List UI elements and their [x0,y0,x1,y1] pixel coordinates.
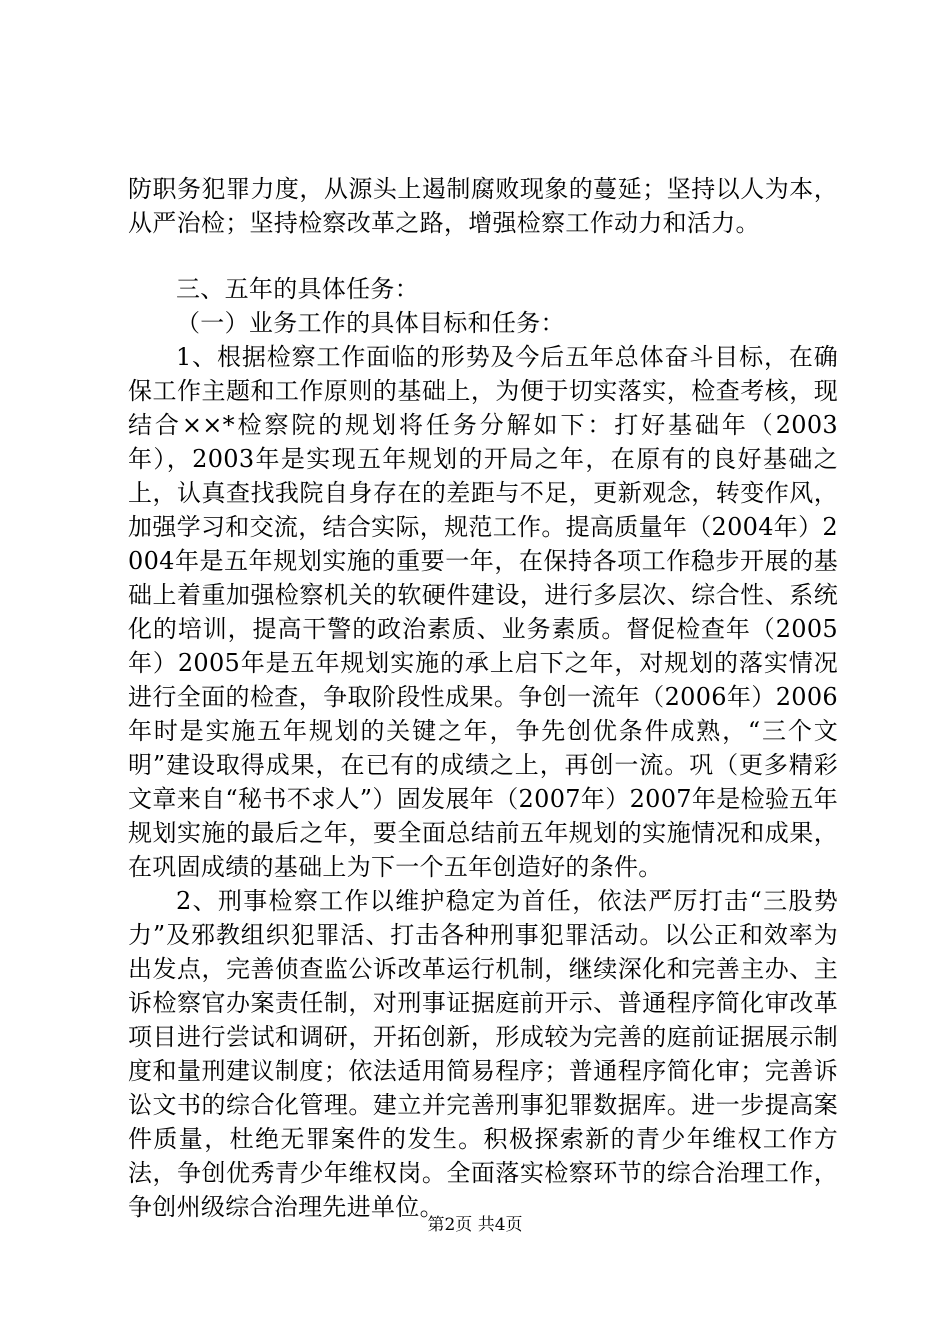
subsection-heading: （一）业务工作的具体目标和任务： [176,309,565,337]
paragraph-item-1: 1、根据检察工作面临的形势及今后五年总体奋斗目标，在确保工作主题和工作原则的基础上，为便于切实落实，检查考核，现结合××*检察院的规划将任务分解如下：打好基础年（2003年），2003年是实现五年规划的开局之年，在原有的良好基础之上，认真查找我院自身存在的差距与不足，更新观念，转变作风，加强学习和交流，结合实际，规范工作。提高质量年（2004年）2004年是五年规划实施的重要一年，在保持各项工作稳步开展的基础上着重加强检察机关的软硬件建设，进行多层次、综合性、系统化的培训，提高干警的政治素质、业务素质。督促检查年（2005年）2005年是五年规划实施的承上启下之年，对规划的落实情况进行全面的检查，争取阶段性成果。争创一流年（2006年）2006年时是实施五年规划的关键之年，争先创优条件成熟，“三个文明”建设取得成果，在已有的成绩之上，再创一流。巩（更多精彩文章来自“秘书不求人”）固发展年（2007年）2007年是检验五年规划实施的最后之年，要全面总结前五年规划的实施情况和成果，在巩固成绩的基础上为下一个五年创造好的条件。 [128,343,838,881]
page-footer [0,1214,950,1236]
paragraph-item-2: 2、刑事检察工作以维护稳定为首任，依法严厉打击“三股势力”及邪教组织犯罪活、打击各种刑事犯罪活动。以公正和效率为出发点，完善侦查监公诉改革运行机制，继续深化和完善主办、主诉检察官办案责任制，对刑事证据庭前开示、普通程序简化审改革项目进行尝试和调研，开拓创新，形成较为完善的庭前证据展示制度和量刑建议制度；依法适用简易程序；普通程序简化审；完善诉讼文书的综合化管理。建立并完善刑事犯罪数据库。进一步提高案件质量，杜绝无罪案件的发生。积极探索新的青少年维权工作方法，争创优秀青少年维权岗。全面落实检察环节的综合治理工作，争创州级综合治理先进单位。 [128,887,838,1221]
page-number-label: 第2页 共4页 [427,1215,523,1235]
section-heading: 三、五年的具体任务： [176,275,419,303]
paragraph-continuation: 防职务犯罪力度，从源头上遏制腐败现象的蔓延；坚持以人为本，从严治检；坚持检察改革之路，增强检察工作动力和活力。 [128,175,838,237]
document-body [128,172,838,1224]
